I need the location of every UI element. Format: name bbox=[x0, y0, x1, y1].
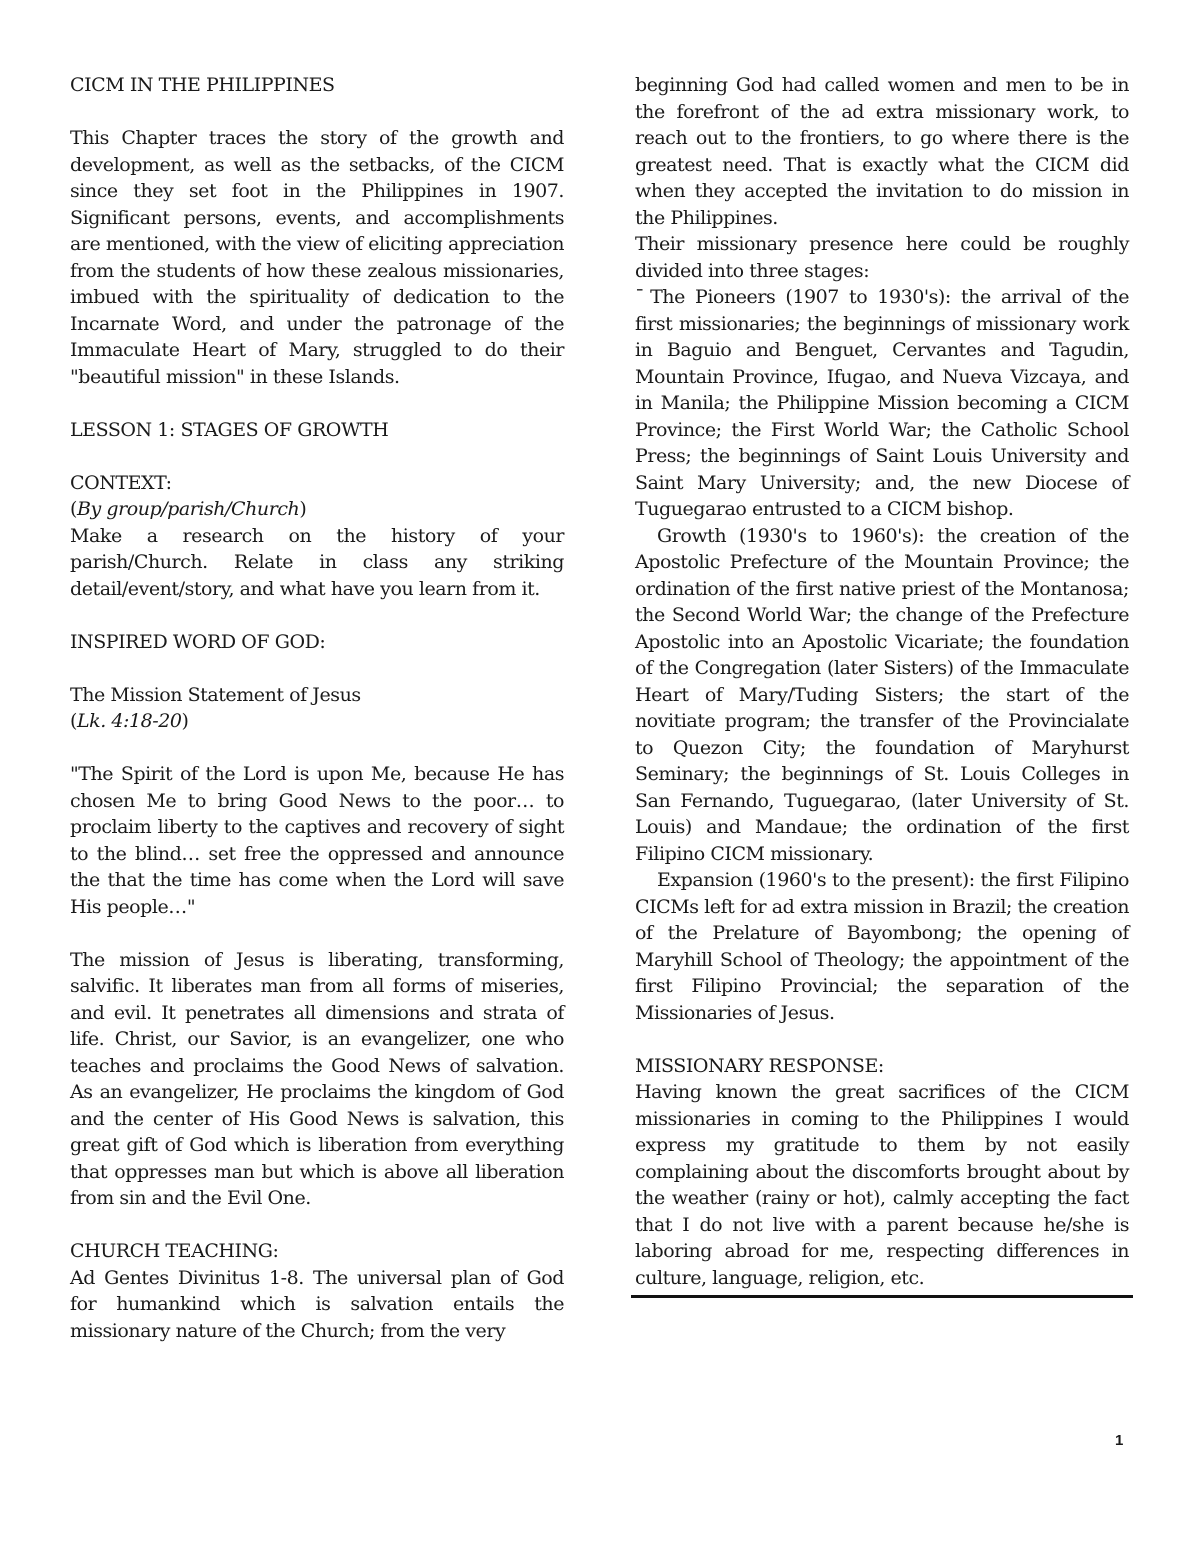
right-column bbox=[635, 72, 1129, 1298]
church-teaching-text: Ad Gentes Divinitus 1-8. The universal plan of God for humankind which is salvation entails the missionary nature of the Church; from the very bbox=[70, 1266, 564, 1342]
lesson-heading: LESSON 1: STAGES OF GROWTH bbox=[70, 418, 389, 441]
inspired-word-heading: INSPIRED WORD OF GOD: bbox=[70, 630, 326, 653]
context-note: (By group/parish/Church) bbox=[70, 498, 307, 520]
reflection-paragraph: The mission of Jesus is liberating, transforming, salvific. It liberates man from all forms of miseries, and evil. It penetrates all dimensions and strata of life. Christ, our Savior, is an evangelizer, one who teaches and proclaims the Good News of salvation. As an evangelizer, He proclaims the kingdom of God and the center of His Good News is salvation, this great gift of God which is liberation from everything that oppresses man but which is above all liberation from sin and the Evil One. bbox=[70, 948, 564, 1209]
stage-expansion: Expansion (1960's to the present): the first Filipino CICMs left for ad extra mission in Brazil; the creation of the Prelature of Bayombong; the opening of Maryhill School of Theology; the appointment of the first Filipino Provincial; the separation of the Missionaries of Jesus. bbox=[635, 869, 1129, 1024]
left-column bbox=[70, 72, 564, 1344]
missionary-response-heading: MISSIONARY RESPONSE: bbox=[635, 1054, 884, 1077]
page-number: 1 bbox=[1115, 1432, 1124, 1449]
chapter-intro: This Chapter traces the story of the growth and development, as well as the setbacks, of the CICM since they set foot in the Philippines in 1907. Significant persons, events, and accomplishments are mentioned, with the view of eliciting appreciation from the students of how these zealous missionaries, imbued with the spirituality of dedication to the Incarnate Word, and under the patronage of the Immaculate Heart of Mary, struggled to do their "beautiful mission" in these Islands. bbox=[70, 127, 564, 388]
dash-bullet-icon: ¯ bbox=[635, 286, 645, 308]
stage-growth: Growth (1930's to 1960's): the creation of the Apostolic Prefecture of the Mountain Province; the ordination of the first native priest of the Montanosa; the Second World War; the change of the Prefecture Apostolic into an Apostolic Vicariate; the foundation of the Congregation (later Sisters) of the Immaculate Heart of Mary/Tuding Sisters; the start of the novitiate program; the transfer of the Provincialate to Quezon City; the foundation of Maryhurst Seminary; the beginnings of St. Louis Colleges in San Fernando, Tuguegarao, (later University of St. Louis) and Mandaue; the ordination of the first Filipino CICM missionary. bbox=[635, 524, 1129, 865]
missionary-response-text: Having known the great sacrifices of the CICM missionaries in coming to the Philippines I would express my gratitude to them by not easily complaining about the discomforts brought about by the weather (rainy or hot), calmly accepting the fact that I do not live with a parent because he/she is laboring abroad for me, respecting differences in culture, language, religion, etc. bbox=[635, 1081, 1129, 1289]
chapter-title: CICM IN THE PHILIPPINES bbox=[70, 74, 335, 96]
section-divider bbox=[631, 1295, 1133, 1298]
context-heading: CONTEXT: bbox=[70, 471, 172, 494]
church-teaching-continued: beginning God had called women and men to be in the forefront of the ad extra missionary work, to reach out to the frontiers, to go where there is the greatest need. That is exactly what the CICM did when they accepted the invitation to do mission in the Philippines. bbox=[635, 74, 1129, 229]
stages-intro: Their missionary presence here could be roughly divided into three stages: bbox=[635, 233, 1129, 282]
scripture-reference: (Lk. 4:18-20) bbox=[70, 710, 189, 732]
context-text: Make a research on the history of your parish/Church. Relate in class any striking detail/event/story, and what have you learn from it. bbox=[70, 524, 564, 600]
mission-statement-title: The Mission Statement of Jesus bbox=[70, 683, 361, 706]
scripture-quote: "The Spirit of the Lord is upon Me, because He has chosen Me to bring Good News to the poor… to proclaim liberty to the captives and recovery of sight to the blind… set free the oppressed and announce the that the time has come when the Lord will save His people…" bbox=[70, 763, 564, 918]
church-teaching-heading: CHURCH TEACHING: bbox=[70, 1240, 279, 1262]
stage-pioneers: ¯ The Pioneers (1907 to 1930's): the arrival of the first missionaries; the beginnings of missionary work in Baguio and Benguet, Cervantes and Tagudin, Mountain Province, Ifugao, and Nueva Vizcaya, and in Manila; the Philippine Mission becoming a CICM Province; the First World War; the Catholic School Press; the beginnings of Saint Louis University and Saint Mary University; and, the new Diocese of Tuguegarao entrusted to a CICM bishop. bbox=[635, 286, 1129, 520]
